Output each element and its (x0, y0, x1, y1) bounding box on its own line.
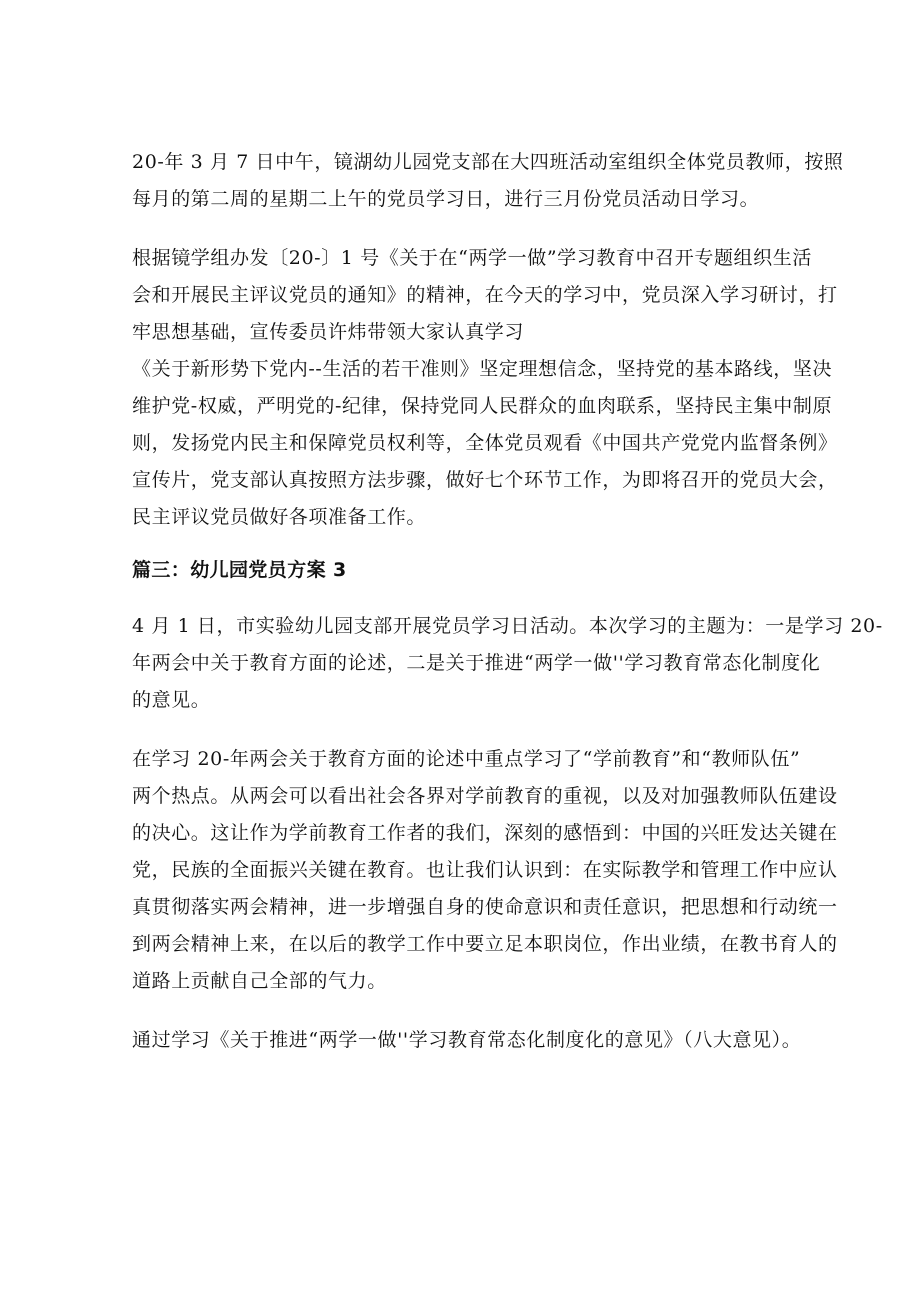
paragraph-line: 年两会中关于教育方面的论述，二是关于推进“两学一做''学习教育常态化制度化 (132, 652, 821, 674)
paragraph-line: 民主评议党员做好各项准备工作。 (132, 506, 427, 528)
paragraph-line: 的意见。 (132, 689, 211, 711)
paragraph-line: 党，民族的全面振兴关键在教育。也让我们认识到：在实际教学和管理工作中应认 (132, 859, 838, 881)
paragraph-line: 牢思想基础，宣传委员许炜带领大家认真学习 (132, 321, 525, 343)
paragraph-line: 两个热点。从两会可以看出社会各界对学前教育的重视，以及对加强教师队伍建设 (132, 785, 838, 807)
section-heading: 篇三：幼儿园党员方案 3 (132, 559, 347, 581)
paragraph-line: 会和开展民主评议党员的通知》的精神，在今天的学习中，党员深入学习研讨，打 (132, 284, 838, 306)
paragraph-line: 维护党-权威，严明党的-纪律，保持党同人民群众的血肉联系，坚持民主集中制原 (132, 395, 833, 417)
paragraph-line: 《关于新形势下党内--生活的若干准则》坚定理想信念，坚持党的基本路线，坚决 (132, 358, 833, 380)
paragraph-line: 到两会精神上来，在以后的教学工作中要立足本职岗位，作出业绩，在教书育人的 (132, 933, 838, 955)
paragraph-line: 宣传片，党支部认真按照方法步骤，做好七个环节工作，为即将召开的党员大会， (132, 469, 838, 491)
paragraph-line: 道路上贡献自己全部的气力。 (132, 970, 387, 992)
paragraph-line: 4 月 1 日，市实验幼儿园支部开展党员学习日活动。本次学习的主题为：一是学习 20- (132, 615, 883, 637)
paragraph-line: 真贯彻落实两会精神，进一步增强自身的使命意识和责任意识，把思想和行动统一 (132, 896, 838, 918)
paragraph-line: 在学习 20-年两会关于教育方面的论述中重点学习了“学前教育”和“教师队伍” (132, 748, 801, 770)
paragraph-line: 20-年 3 月 7 日中午，镜湖幼儿园党支部在大四班活动室组织全体党员教师，按照 (132, 151, 844, 173)
paragraph-line: 的决心。这让作为学前教育工作者的我们，深刻的感悟到：中国的兴旺发达关键在 (132, 822, 838, 844)
paragraph-line: 根据镜学组办发〔20-〕1 号《关于在“两学一做”学习教育中召开专题组织生活 (132, 247, 812, 269)
paragraph-line: 每月的第二周的星期二上午的党员学习日，进行三月份党员活动日学习。 (132, 188, 760, 210)
paragraph-line: 通过学习《关于推进“两学一做''学习教育常态化制度化的意见》（八大意见）。 (132, 1029, 802, 1051)
paragraph-line: 则，发扬党内民主和保障党员权利等，全体党员观看《中国共产党党内监督条例》 (132, 432, 838, 454)
